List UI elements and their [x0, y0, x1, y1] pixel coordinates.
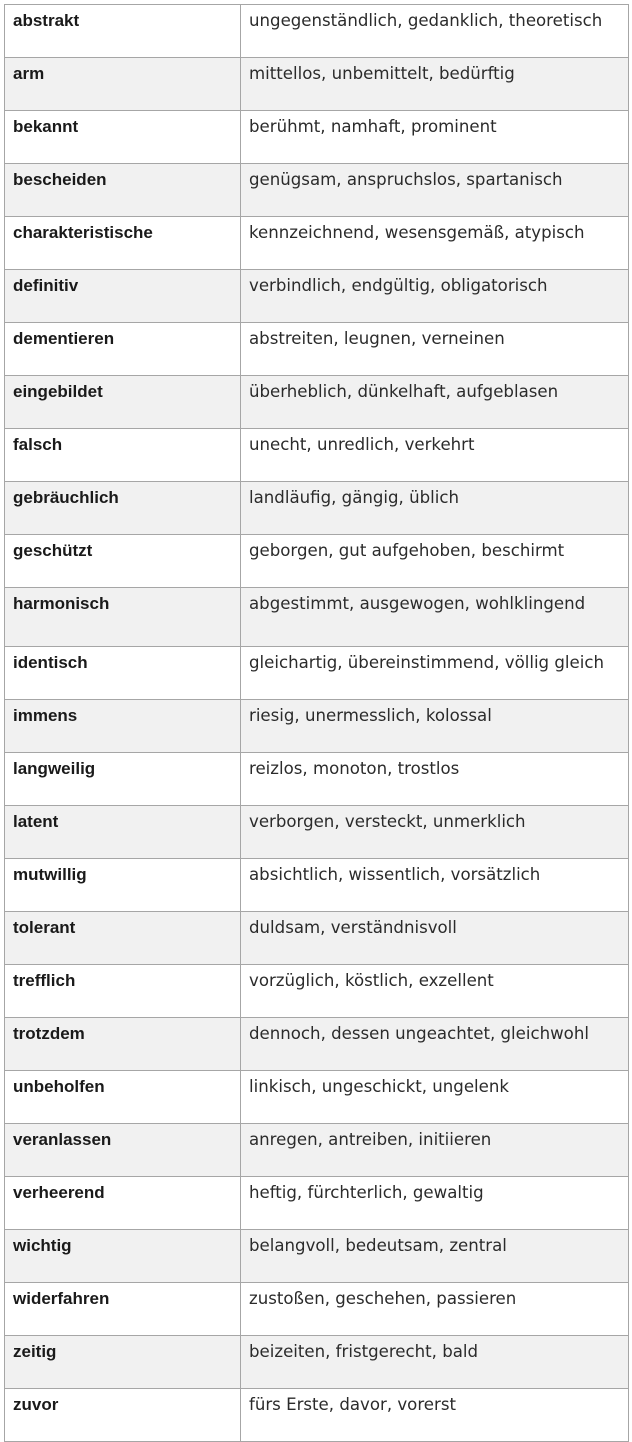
- synonyms-cell: abgestimmt, ausgewogen, wohlklingend: [241, 588, 629, 647]
- table-row: [5, 1283, 629, 1336]
- table-row: [5, 164, 629, 217]
- synonyms-cell: duldsam, verständnisvoll: [241, 912, 629, 965]
- synonyms-cell: reizlos, monoton, trostlos: [241, 753, 629, 806]
- synonyms-cell: riesig, unermesslich, kolossal: [241, 700, 629, 753]
- synonyms-cell: unecht, unredlich, verkehrt: [241, 429, 629, 482]
- term-cell: arm: [5, 58, 241, 111]
- term-cell: widerfahren: [5, 1283, 241, 1336]
- term-cell: unbeholfen: [5, 1071, 241, 1124]
- synonyms-cell: ungegenständlich, gedanklich, theoretisch: [241, 5, 629, 58]
- synonyms-cell: abstreiten, leugnen, verneinen: [241, 323, 629, 376]
- table-row: [5, 700, 629, 753]
- table-row: [5, 912, 629, 965]
- synonym-table-body: [5, 5, 629, 1442]
- table-row: [5, 859, 629, 912]
- table-row: [5, 376, 629, 429]
- table-row: [5, 965, 629, 1018]
- table-row: [5, 58, 629, 111]
- term-cell: charakteristische: [5, 217, 241, 270]
- table-row: [5, 535, 629, 588]
- synonym-table: [4, 4, 629, 1442]
- synonyms-cell: genügsam, anspruchslos, spartanisch: [241, 164, 629, 217]
- table-row: [5, 1124, 629, 1177]
- synonyms-cell: absichtlich, wissentlich, vorsätzlich: [241, 859, 629, 912]
- synonyms-cell: kennzeichnend, wesensgemäß, atypisch: [241, 217, 629, 270]
- term-cell: langweilig: [5, 753, 241, 806]
- synonyms-cell: verborgen, versteckt, unmerklich: [241, 806, 629, 859]
- term-cell: falsch: [5, 429, 241, 482]
- term-cell: eingebildet: [5, 376, 241, 429]
- table-row: [5, 1230, 629, 1283]
- term-cell: immens: [5, 700, 241, 753]
- synonyms-cell: linkisch, ungeschickt, ungelenk: [241, 1071, 629, 1124]
- table-row: [5, 753, 629, 806]
- table-row: [5, 217, 629, 270]
- term-cell: zeitig: [5, 1336, 241, 1389]
- synonyms-cell: überheblich, dünkelhaft, aufgeblasen: [241, 376, 629, 429]
- table-row: [5, 482, 629, 535]
- term-cell: trefflich: [5, 965, 241, 1018]
- term-cell: zuvor: [5, 1389, 241, 1442]
- synonyms-cell: geborgen, gut aufgehoben, beschirmt: [241, 535, 629, 588]
- term-cell: trotzdem: [5, 1018, 241, 1071]
- synonyms-cell: mittellos, unbemittelt, bedürftig: [241, 58, 629, 111]
- synonyms-cell: vorzüglich, köstlich, exzellent: [241, 965, 629, 1018]
- term-cell: bekannt: [5, 111, 241, 164]
- term-cell: gebräuchlich: [5, 482, 241, 535]
- term-cell: veranlassen: [5, 1124, 241, 1177]
- synonyms-cell: beizeiten, fristgerecht, bald: [241, 1336, 629, 1389]
- synonyms-cell: anregen, antreiben, initiieren: [241, 1124, 629, 1177]
- synonyms-cell: landläufig, gängig, üblich: [241, 482, 629, 535]
- term-cell: dementieren: [5, 323, 241, 376]
- table-row: [5, 1336, 629, 1389]
- term-cell: definitiv: [5, 270, 241, 323]
- synonyms-cell: heftig, fürchterlich, gewaltig: [241, 1177, 629, 1230]
- term-cell: tolerant: [5, 912, 241, 965]
- table-row: [5, 111, 629, 164]
- synonyms-cell: verbindlich, endgültig, obligatorisch: [241, 270, 629, 323]
- term-cell: verheerend: [5, 1177, 241, 1230]
- synonyms-cell: fürs Erste, davor, vorerst: [241, 1389, 629, 1442]
- table-row: [5, 1177, 629, 1230]
- synonyms-cell: belangvoll, bedeutsam, zentral: [241, 1230, 629, 1283]
- table-row: [5, 5, 629, 58]
- term-cell: harmonisch: [5, 588, 241, 647]
- synonyms-cell: zustoßen, geschehen, passieren: [241, 1283, 629, 1336]
- term-cell: mutwillig: [5, 859, 241, 912]
- table-row: [5, 1018, 629, 1071]
- term-cell: wichtig: [5, 1230, 241, 1283]
- synonyms-cell: gleichartig, übereinstimmend, völlig gleich: [241, 647, 629, 700]
- table-row: [5, 1389, 629, 1442]
- synonyms-cell: berühmt, namhaft, prominent: [241, 111, 629, 164]
- table-row: [5, 1071, 629, 1124]
- term-cell: geschützt: [5, 535, 241, 588]
- table-row: [5, 647, 629, 700]
- term-cell: latent: [5, 806, 241, 859]
- synonyms-cell: dennoch, dessen ungeachtet, gleichwohl: [241, 1018, 629, 1071]
- table-row: [5, 429, 629, 482]
- term-cell: identisch: [5, 647, 241, 700]
- term-cell: bescheiden: [5, 164, 241, 217]
- term-cell: abstrakt: [5, 5, 241, 58]
- table-row: [5, 270, 629, 323]
- table-row: [5, 588, 629, 647]
- table-row: [5, 323, 629, 376]
- table-row: [5, 806, 629, 859]
